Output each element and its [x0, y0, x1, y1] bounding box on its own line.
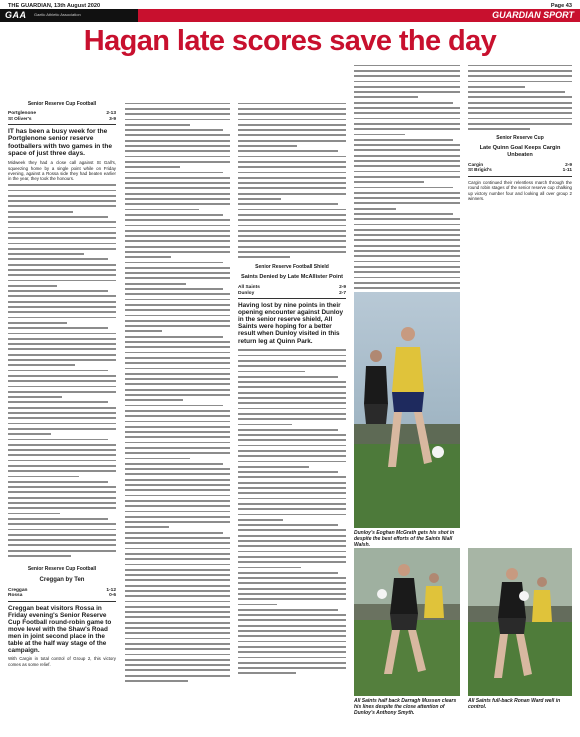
article-body: With Cargin in total control of Group 2, this victory comes as some relief.: [8, 656, 116, 667]
section-bar-black: [0, 9, 138, 22]
photo-caption: Dunloy's Eoghan McGrath gets his shot in despite the best efforts of the Saints Niall Walsh.: [354, 530, 455, 548]
football-action-photo: [354, 292, 460, 528]
article-portglenone-cont: [125, 101, 230, 684]
article-text-lines: [8, 183, 116, 559]
photo-caption: All Saints half back Darragh Mussen clears his lines despite the close attention of Dunloy's Anthony Smyth.: [354, 698, 457, 716]
football-icon: [432, 446, 444, 458]
score-line: All Saints 2-9: [238, 284, 346, 290]
article-all-saints-dunloy: [238, 101, 346, 676]
score-line: Dunloy 2-7: [238, 290, 346, 296]
article-text-lines: [125, 101, 230, 684]
photo-dunloy-shot: [354, 292, 460, 528]
section-bar: [0, 9, 580, 22]
article-body: Cargin continued their relentless march through the round robin stages of the senior reserve cup chalking up victory number four and looking all over group 2 winners.: [468, 180, 572, 201]
score-line: Portglenone 2-13: [8, 111, 116, 116]
section-bar-red: [138, 9, 580, 22]
article-title: Senior Reserve Football Shield: [255, 263, 329, 270]
article-title: Senior Reserve Cup: [496, 134, 544, 141]
article-title: Senior Reserve Cup Football: [27, 101, 97, 107]
article-lead: IT has been a busy week for the Portglenone senior reserve footballers with two games in the space of just three days.: [8, 128, 113, 158]
article-title: Senior Reserve Cup Football: [27, 565, 97, 572]
football-icon: [377, 589, 387, 599]
photo-caption: All Saints full-back Ronan Ward well in control.: [468, 698, 561, 710]
article-text-lines: [468, 63, 572, 132]
article-lead: Creggan beat visitors Rossa in Friday evening's Senior Reserve Cup Football round-robin game to move level with the Shaw's Road men in joint second place in the table at the half way stage of the campaign.: [8, 604, 112, 655]
article-lead: Having lost by nine points in their opening encounter against Dunloy in the senior reserve shield, All Saints were hoping for a better result when Dunloy visited in this return leg at Quinn Park.: [238, 302, 344, 345]
page-headline: Hagan late scores save the day: [83, 25, 497, 57]
photo-ronan-ward: [468, 548, 572, 696]
guardian-sport-logo: GUARDIAN SPORT: [492, 10, 574, 20]
article-subtitle: Late Quinn Goal Keeps Cargin Unbeaten: [479, 144, 561, 158]
football-icon: [519, 591, 529, 601]
match-title: Creggan by Ten: [39, 576, 85, 583]
football-action-photo: [354, 548, 460, 696]
gaa-logo: GAA: [5, 10, 27, 20]
gaa-logo-subtitle: Gaelic Athletic Association: [34, 12, 81, 17]
score-line: St Brigid's 1-11: [468, 168, 572, 174]
photo-darragh-mussen: [354, 548, 460, 696]
header-page-number: Page 43: [550, 2, 572, 9]
article-cargin: [468, 63, 572, 201]
score-line: St Oliver's 3-9: [8, 116, 116, 122]
article-subtitle: Saints Denied by Late McAllister Point: [241, 273, 343, 280]
football-action-photo: [468, 548, 572, 696]
score-line: Creggan 1-12: [8, 587, 116, 593]
article-body: Midweek they had a close call against St Gall's, squeezing home by a single point while on Friday evening, against a Rossa side they had beaten earlier in the year, they took the honours.: [8, 160, 116, 182]
score-line: Rossa 0-6: [8, 593, 116, 599]
article-text-lines: [238, 101, 346, 260]
header-publication: THE GUARDIAN, 13th August 2020: [8, 2, 101, 9]
score-line: Cargin 2-9: [468, 162, 572, 168]
article-text-lines: [238, 348, 346, 676]
article-portglenone: [8, 101, 116, 667]
